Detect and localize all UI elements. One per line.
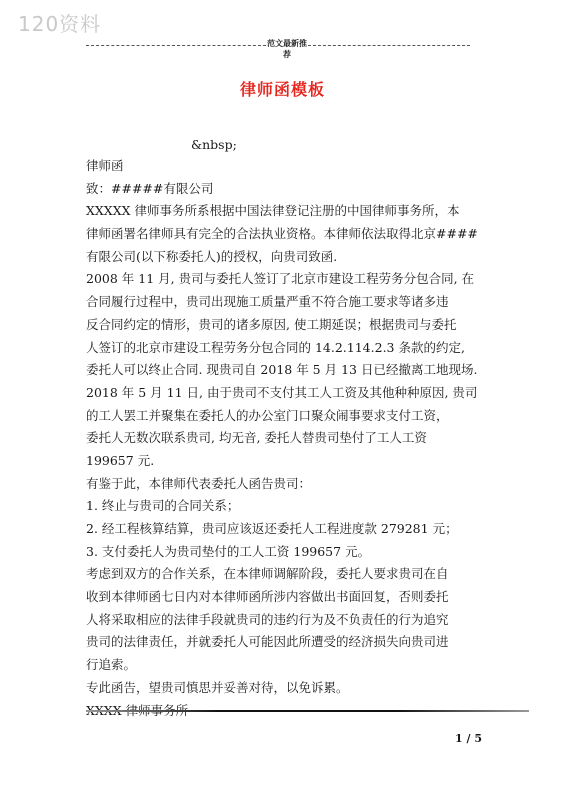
body-line: 专此函告，望贵司慎思并妥善对待，以免诉累。 [86, 679, 349, 695]
body-line: 人签订的北京市建设工程劳务分包合同的 14.2.114.2.3 条款的约定, [86, 339, 465, 355]
body-line: 人将采取相应的法律手段就贵司的违约行为及不负责任的行为追究 [86, 611, 449, 627]
watermark-logo: 120资料 [18, 12, 102, 36]
body-line: 2. 经工程核算结算，贵司应该返还委托人工程进度款 279281 元； [86, 521, 458, 536]
page-number: 1 / 5 [455, 732, 482, 745]
body-line: 的工人罢工并聚集在委托人的办公室门口聚众闹事要求支付工资， [86, 407, 449, 423]
header-tag: 范文最新推荐 [267, 39, 307, 59]
body-line: 2018 年 5 月 11 日, 由于贵司不支付其工人工资及其他种种原因, 贵司 [86, 384, 478, 400]
document-title: 律师函模板 [239, 80, 325, 99]
body-line: 3. 支付委托人为贵司垫付的工人工资 199657 元。 [86, 543, 371, 559]
body-line: 委托人无数次联系贵司, 均无音, 委托人替贵司垫付了工人工资 [86, 430, 427, 446]
header-divider-right [308, 45, 470, 46]
body-line: 有限公司(以下称委托人)的授权，向贵司致函. [86, 248, 338, 264]
body-line: 行追索。 [86, 657, 137, 673]
body-line: 收到本律师函七日内对本律师函所涉内容做出书面回复，否则委托 [86, 589, 449, 605]
body-line: 委托人可以终止合同. 现贵司自 2018 年 5 月 13 日已经撤离工地现场. [86, 362, 478, 378]
body-line: 律师函署名律师具有完全的合法执业资格。本律师依法取得北京#### [86, 226, 478, 242]
body-line: 2008 年 11 月, 贵司与委托人签订了北京市建设工程劳务分包合同, 在 [86, 271, 475, 287]
body-line: 律师函 [86, 158, 124, 173]
body-line: XXXXX 律师事务所系根据中国法律登记注册的中国律师事务所，本 [86, 203, 460, 219]
body-line: 合同履行过程中，贵司出现施工质量严重不符合施工要求等诸多违 [86, 294, 449, 310]
body-line: 考虑到双方的合作关系，在本律师调解阶段，委托人要求贵司在自 [86, 566, 449, 582]
header-divider-left [86, 45, 266, 46]
body-line: 反合同约定的情形，贵司的诸多原因, 使工期延误；根据贵司与委托 [86, 316, 457, 332]
page-header [86, 38, 470, 59]
body-line: 1. 终止与贵司的合同关系； [86, 498, 240, 514]
stray-entity-text: &nbsp; [191, 137, 237, 152]
body-line: 有鉴于此，本律师代表委托人函告贵司： [86, 475, 312, 491]
body-line: 致：#####有限公司 [86, 180, 214, 196]
letter-body [86, 155, 484, 722]
body-line: 199657 元. [86, 452, 155, 468]
footer-divider [86, 710, 529, 712]
body-line: 贵司的法律责任，并就委托人可能因此所遭受的经济损失向贵司进 [86, 634, 449, 650]
